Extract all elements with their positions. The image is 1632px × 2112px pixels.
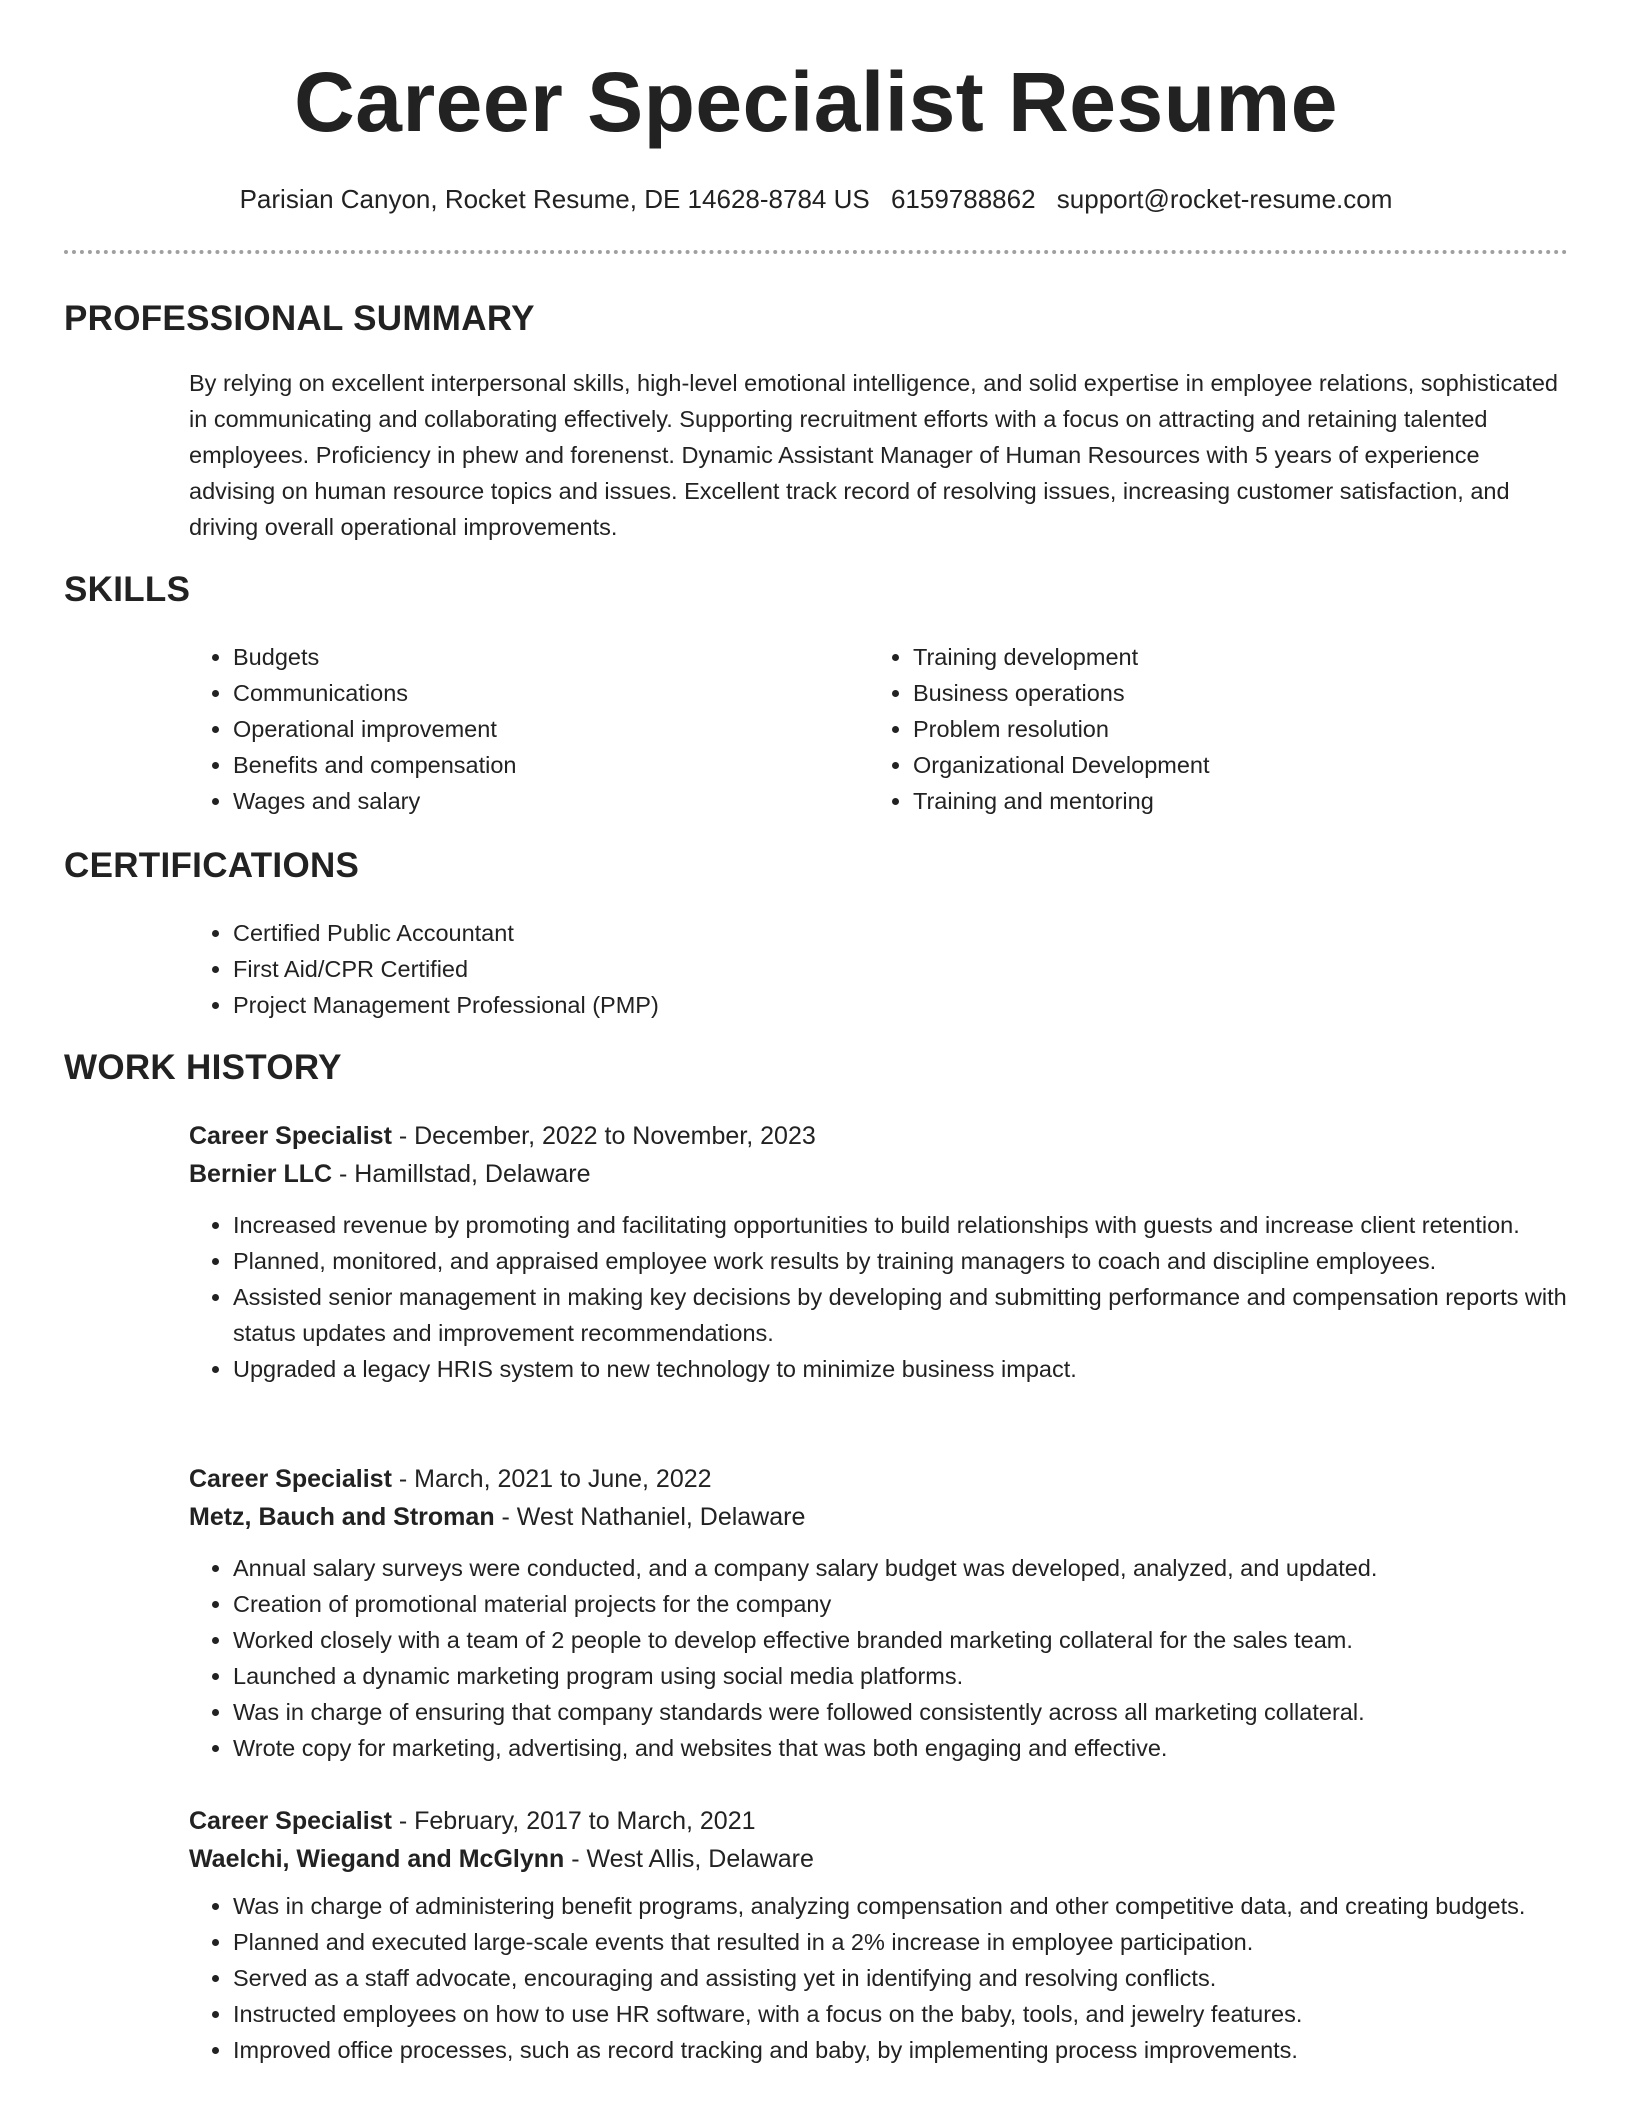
job-title: Career Specialist — [189, 1122, 392, 1150]
job-company: Metz, Bauch and Stroman — [189, 1503, 495, 1531]
job-bullet: • Launched a dynamic marketing program using social media platforms. — [233, 1658, 1569, 1694]
job-location: - Hamillstad, Delaware — [332, 1160, 591, 1188]
job-title-line — [189, 1117, 1569, 1155]
job-dates: - February, 2017 to March, 2021 — [391, 1807, 756, 1835]
job-dates: - March, 2021 to June, 2022 — [391, 1465, 712, 1493]
skill-item: • Benefits and compensation — [233, 747, 809, 783]
job-location: - West Allis, Delaware — [564, 1845, 814, 1873]
certification-item: • Certified Public Accountant — [233, 915, 1089, 951]
job-bullet: • Wrote copy for marketing, advertising, and websites that was both engaging and effective. — [233, 1730, 1569, 1766]
job-company: Bernier LLC — [189, 1160, 333, 1188]
job-company: Waelchi, Wiegand and McGlynn — [189, 1845, 565, 1873]
certification-item: • Project Management Professional (PMP) — [233, 987, 1089, 1023]
skill-item: • Problem resolution — [913, 711, 1509, 747]
job-bullet: • Assisted senior management in making key decisions by developing and submitting performance and compensation reports with status updates and improvement recommendations. — [233, 1279, 1569, 1351]
header-divider — [64, 250, 1568, 254]
skills-list-right — [869, 639, 1509, 819]
skill-item: • Organizational Development — [913, 747, 1509, 783]
skill-item: • Budgets — [233, 639, 809, 675]
page-title: Career Specialist Resume — [294, 55, 1338, 149]
skills-heading: SKILLS — [64, 570, 191, 609]
job-entry — [189, 1802, 1569, 2068]
job-bullet: • Planned and executed large-scale events that resulted in a 2% increase in employee participation. — [233, 1924, 1569, 1960]
job-bullet: • Planned, monitored, and appraised employee work results by training managers to coach and discipline employees. — [233, 1243, 1569, 1279]
contact-email: support@rocket-resume.com — [1056, 184, 1393, 214]
job-bullet: • Upgraded a legacy HRIS system to new technology to minimize business impact. — [233, 1351, 1569, 1387]
job-bullet: • Worked closely with a team of 2 people to develop effective branded marketing collateral for the sales team. — [233, 1622, 1569, 1658]
job-entry — [189, 1117, 1569, 1387]
job-location: - West Nathaniel, Delaware — [494, 1503, 806, 1531]
certifications-heading: CERTIFICATIONS — [64, 846, 360, 885]
job-company-line — [189, 1155, 1569, 1193]
certification-item: • First Aid/CPR Certified — [233, 951, 1089, 987]
skill-item: • Communications — [233, 675, 809, 711]
job-bullet: • Was in charge of ensuring that company standards were followed consistently across all marketing collateral. — [233, 1694, 1569, 1730]
skill-item: • Business operations — [913, 675, 1509, 711]
job-bullet: • Creation of promotional material projects for the company — [233, 1586, 1569, 1622]
job-dates: - December, 2022 to November, 2023 — [391, 1122, 816, 1150]
job-bullet: • Was in charge of administering benefit programs, analyzing compensation and other competitive data, and creating budgets. — [233, 1888, 1569, 1924]
job-company-line — [189, 1840, 1569, 1878]
job-company-line — [189, 1498, 1569, 1536]
job-title-line — [189, 1802, 1569, 1840]
summary-heading: PROFESSIONAL SUMMARY — [64, 299, 535, 338]
job-title-line — [189, 1460, 1569, 1498]
job-bullet: • Annual salary surveys were conducted, and a company salary budget was developed, analyzed, and updated. — [233, 1550, 1569, 1586]
summary-text: By relying on excellent interpersonal skills, high-level emotional intelligence, and solid expertise in employee relations, sophisticated in communicating and collaborating effectively. Supporting recruitment efforts with a focus on attracting and retaining talented employees. Proficiency in phew and forenenst. Dynamic Assistant Manager of Human Resources with 5 years of experience advising on human resource topics and issues. Excellent track record of resolving issues, increasing customer satisfaction, and driving overall operational improvements. — [189, 370, 1558, 540]
work-history-heading: WORK HISTORY — [64, 1048, 342, 1087]
skill-item: • Training and mentoring — [913, 783, 1509, 819]
job-bullet: • Served as a staff advocate, encouraging and assisting yet in identifying and resolving conflicts. — [233, 1960, 1569, 1996]
contact-phone: 6159788862 — [890, 184, 1036, 214]
job-entry — [189, 1460, 1569, 1766]
skill-item: • Operational improvement — [233, 711, 809, 747]
job-bullet: • Increased revenue by promoting and facilitating opportunities to build relationships with guests and increase client retention. — [233, 1207, 1569, 1243]
skill-item: • Training development — [913, 639, 1509, 675]
contact-line — [0, 181, 1632, 217]
contact-address: Parisian Canyon, Rocket Resume, DE 14628-8784 US — [239, 184, 870, 214]
job-bullet: • Improved office processes, such as record tracking and baby, by implementing process improvements. — [233, 2032, 1569, 2068]
job-title: Career Specialist — [189, 1807, 392, 1835]
job-bullet: • Instructed employees on how to use HR software, with a focus on the baby, tools, and jewelry features. — [233, 1996, 1569, 2032]
certifications-list — [189, 915, 1089, 1023]
skill-item: • Wages and salary — [233, 783, 809, 819]
skills-list-left — [189, 639, 809, 819]
job-title: Career Specialist — [189, 1465, 392, 1493]
